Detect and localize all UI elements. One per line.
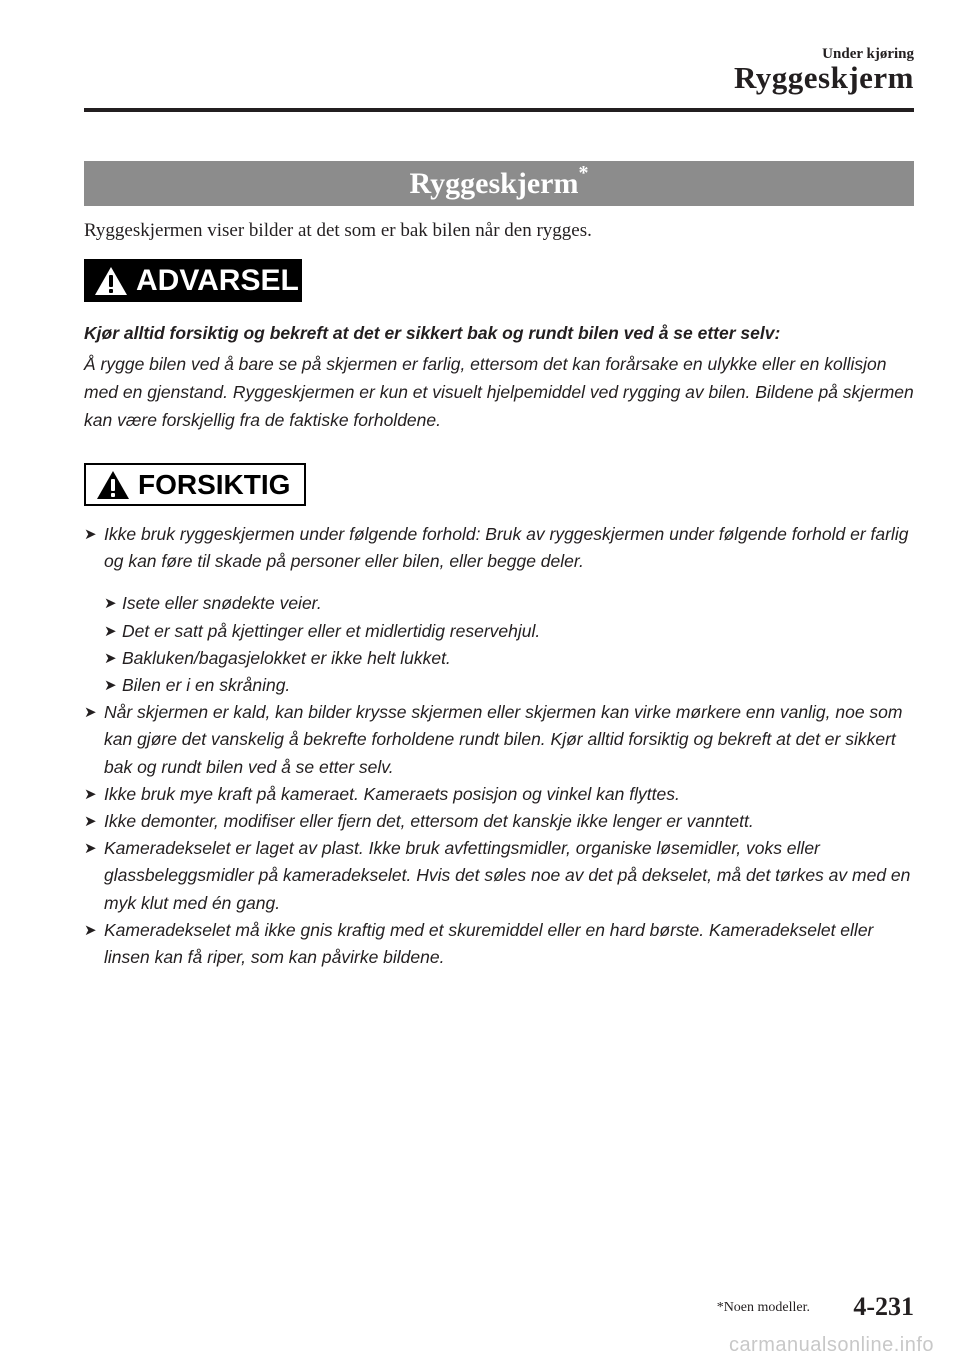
caution-item-text: Bakluken/bagasjelokket er ikke helt lukket.	[122, 647, 451, 668]
page-title: Ryggeskjerm	[409, 167, 579, 200]
caution-list-item	[84, 808, 916, 835]
caution-sub-item	[84, 590, 916, 617]
arrowhead-bullet-icon: ➤	[84, 921, 97, 939]
arrowhead-bullet-icon: ➤	[104, 677, 117, 695]
caution-item-text: Bilen er i en skråning.	[122, 675, 291, 696]
caution-badge	[84, 463, 306, 506]
arrowhead-bullet-icon: ➤	[84, 526, 97, 543]
caution-list-item	[84, 521, 916, 575]
footnote: *Noen modeller.	[716, 1300, 810, 1315]
header-divider	[84, 108, 914, 112]
warning-heading: Kjør alltid forsiktig og bekreft at det er sikkert bak og rundt bilen ved å se etter selv:	[84, 323, 781, 343]
page-number: 4-231	[853, 1292, 914, 1321]
arrowhead-bullet-icon: ➤	[104, 622, 117, 640]
caution-list-item	[84, 835, 916, 917]
warning-badge	[84, 259, 302, 302]
page-title-bar	[84, 161, 914, 206]
caution-item-text: Isete eller snødekte veier.	[122, 593, 322, 614]
caution-item-text: Når skjermen er kald, kan bilder krysse skjermen eller skjermen kan virke mørkere enn vanlig, noe som kan gjøre det vanskelig å bekrefte forholdene rundt bilen. Kjør alltid forsiktig og bekreft at det er sikkert bak og rundt bilen ved å se etter selv.	[104, 702, 903, 777]
caution-badge-label: FORSIKTIG	[138, 468, 291, 500]
warning-body: Å rygge bilen ved å bare se på skjermen er farlig, ettersom det kan forårsake en ulykke eller en kollisjon med en gjenstand. Ryggeskjermen er kun et visuelt hjelpemiddel ved rygging av bilen. Bildene på skjermen kan være forskjellig fra de faktiske forholdene.	[84, 354, 914, 430]
caution-item-text: Kameradekselet er laget av plast. Ikke bruk avfettingsmidler, organiske løsemidler, voks eller glassbeleggsmidler på kameradekselet. Hvis det søles noe av det på dekselet, må det tørkes av med en myk klut med én gang.	[104, 838, 911, 913]
caution-item-text: Ikke bruk mye kraft på kameraet. Kameraets posisjon og vinkel kan flyttes.	[104, 783, 680, 804]
watermark: carmanualsonline.info	[728, 1334, 934, 1356]
arrowhead-bullet-icon: ➤	[104, 595, 117, 613]
warning-triangle-icon	[96, 470, 130, 500]
caution-list	[84, 521, 916, 971]
caution-item-text: Det er satt på kjettinger eller et midlertidig reservehjul.	[122, 620, 541, 641]
optional-equipment-marker: *	[578, 162, 589, 184]
arrowhead-bullet-icon: ➤	[84, 785, 97, 803]
warning-badge-label: ADVARSEL	[136, 263, 299, 297]
arrowhead-bullet-icon: ➤	[84, 813, 97, 831]
caution-list-item	[84, 781, 916, 808]
caution-list-item	[84, 917, 916, 971]
caution-sub-item	[84, 618, 916, 645]
arrowhead-bullet-icon: ➤	[84, 704, 97, 722]
header-section-label: Under kjøring	[822, 46, 914, 62]
caution-list-item	[84, 699, 916, 781]
caution-item-text: Kameradekselet må ikke gnis kraftig med et skuremiddel eller en hard børste. Kameradekselet eller linsen kan få riper, som kan påvirke bildene.	[104, 919, 874, 968]
caution-item-text: Ikke bruk ryggeskjermen under følgende forhold: Bruk av ryggeskjermen under følgende forhold er farlig og kan føre til skade på personer eller bilen, eller begge deler.	[104, 524, 909, 572]
arrowhead-bullet-icon: ➤	[104, 649, 117, 667]
caution-sub-item	[84, 672, 916, 699]
header-title: Ryggeskjerm	[733, 60, 914, 95]
warning-triangle-icon	[94, 266, 128, 296]
caution-item-text: Ikke demonter, modifiser eller fjern det, ettersom det kanskje ikke lenger er vanntett.	[104, 811, 754, 832]
intro-text: Ryggeskjermen viser bilder at det som er bak bilen når den rygges.	[84, 220, 592, 241]
caution-sub-item	[84, 645, 916, 672]
arrowhead-bullet-icon: ➤	[84, 840, 97, 858]
